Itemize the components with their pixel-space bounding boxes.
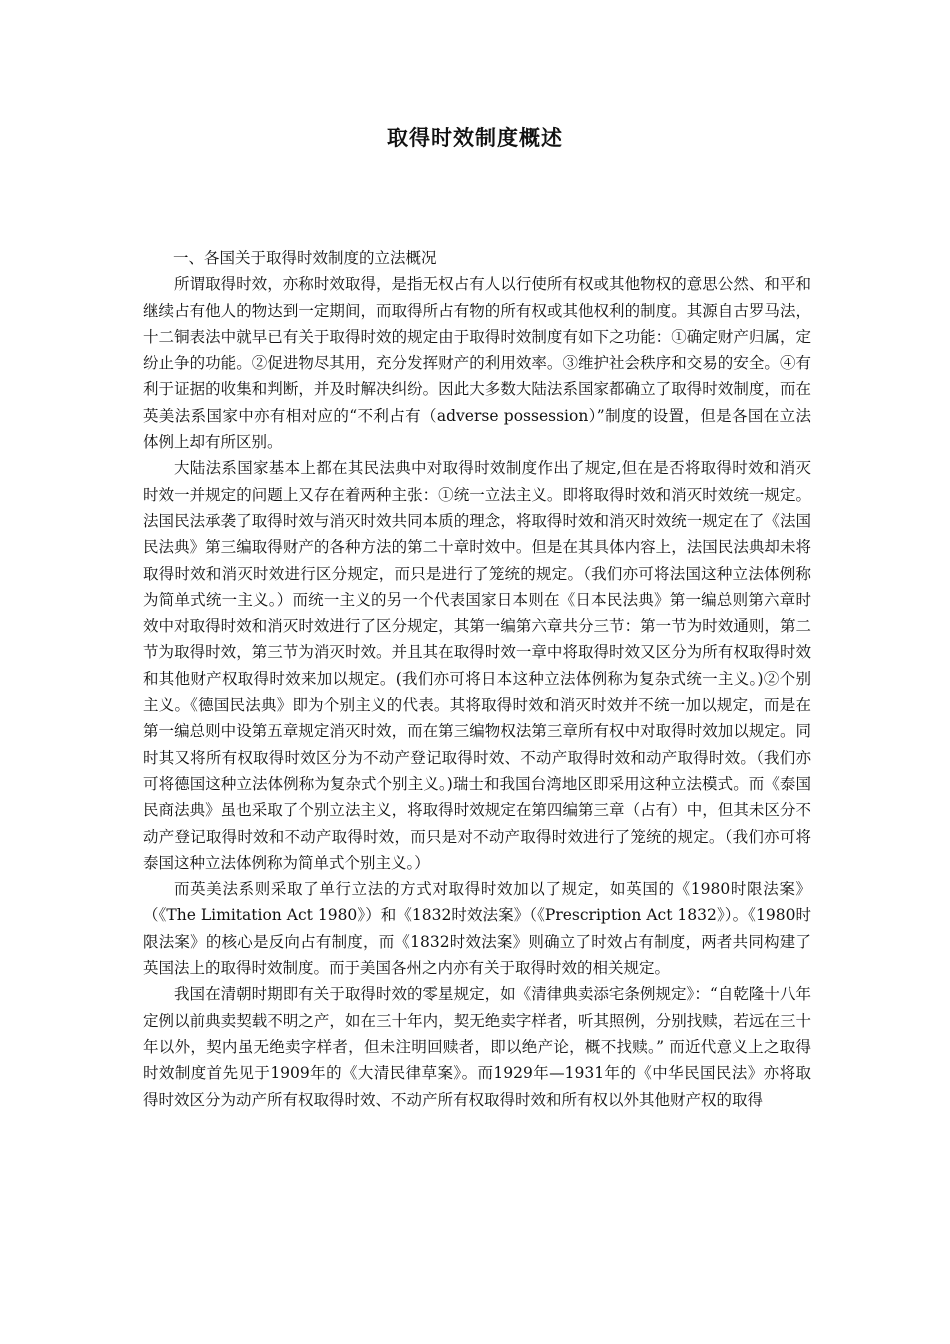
paragraph-civil-law: 大陆法系国家基本上都在其民法典中对取得时效制度作出了规定,但在是否将取得时效和消灭时效一并规定的问题上又存在着两种主张：①统一立法主义。即将取得时效和消灭时效统一规定。法国民法承袭了取得时效与消灭时效共同本质的理念，将取得时效和消灭时效统一规定在了《法国民法典》第三编取得财产的各种方法的第二十章时效中。但是在其具体内容上，法国民法典却未将取得时效和消灭时效进行区分规定，而只是进行了笼统的规定。（我们亦可将法国这种立法体例称为简单式统一主义。）而统一主义的另一个代表国家日本则在《日本民法典》第一编总则第六章时效中对取得时效和消灭时效进行了区分规定，其第一编第六章共分三节：第一节为时效通则，第二节为取得时效，第三节为消灭时效。并且其在取得时效一章中将取得时效又区分为所有权取得时效和其他财产权取得时效来加以规定。(我们亦可将日本这种立法体例称为复杂式统一主义。)②个别主义。《德国民法典》即为个别主义的代表。其将取得时效和消灭时效并不统一加以规定，而是在第一编总则中设第五章规定消灭时效，而在第三编物权法第三章所有权中对取得时效加以规定。同时其又将所有权取得时效区分为不动产登记取得时效、不动产取得时效和动产取得时效。（我们亦可将德国这种立法体例称为复杂式个别主义。)瑞士和我国台湾地区即采用这种立法模式。而《泰国民商法典》虽也采取了个别立法主义，将取得时效规定在第四编第三章（占有）中，但其未区分不动产登记取得时效和不动产取得时效，而只是对不动产取得时效进行了笼统的规定。（我们亦可将泰国这种立法体例称为简单式个别主义。） xyxy=(143,459,811,872)
document-body xyxy=(143,245,811,1113)
document-title: 取得时效制度概述 xyxy=(387,126,563,150)
section-heading: 一、各国关于取得时效制度的立法概况 xyxy=(173,249,437,267)
paragraph-definition: 所谓取得时效，亦称时效取得，是指无权占有人以行使所有权或其他物权的意思公然、和平和继续占有他人的物达到一定期间，而取得所占有物的所有权或其他权利的制度。其源自古罗马法，十二铜表法中就早已有关于取得时效的规定由于取得时效制度有如下之功能：①确定财产归属，定纷止争的功能。②促进物尽其用，充分发挥财产的利用效率。③维护社会秩序和交易的安全。④有利于证据的收集和判断，并及时解决纠纷。因此大多数大陆法系国家都确立了取得时效制度，而在英美法系国家中亦有相对应的“不利占有（adverse possession）”制度的设置，但是各国在立法体例上却有所区别。 xyxy=(143,275,811,452)
paragraph-common-law: 而英美法系则采取了单行立法的方式对取得时效加以了规定，如英国的《1980时限法案》（《The Limitation Act 1980》）和《1832时效法案》（《Prescription Act 1832》）。《1980时限法案》的核心是反向占有制度，而《1832时效法案》则确立了时效占有制度，两者共同构建了英国法上的取得时效制度。而于美国各州之内亦有关于取得时效的相关规定。 xyxy=(143,880,811,978)
paragraph-china: 我国在清朝时期即有关于取得时效的零星规定，如《清律典卖添宅条例规定》：“自乾隆十八年定例以前典卖契载不明之产，如在三十年内，契无绝卖字样者，听其照例，分别找赎，若远在三十年以外，契内虽无绝卖字样者，但未注明回赎者，即以绝产论，概不找赎。” 而近代意义上之取得时效制度首先见于1909年的《大清民律草案》。而1929年—1931年的《中华民国民法》亦将取得时效区分为动产所有权取得时效、不动产所有权取得时效和所有权以外其他财产权的取得 xyxy=(143,985,811,1109)
